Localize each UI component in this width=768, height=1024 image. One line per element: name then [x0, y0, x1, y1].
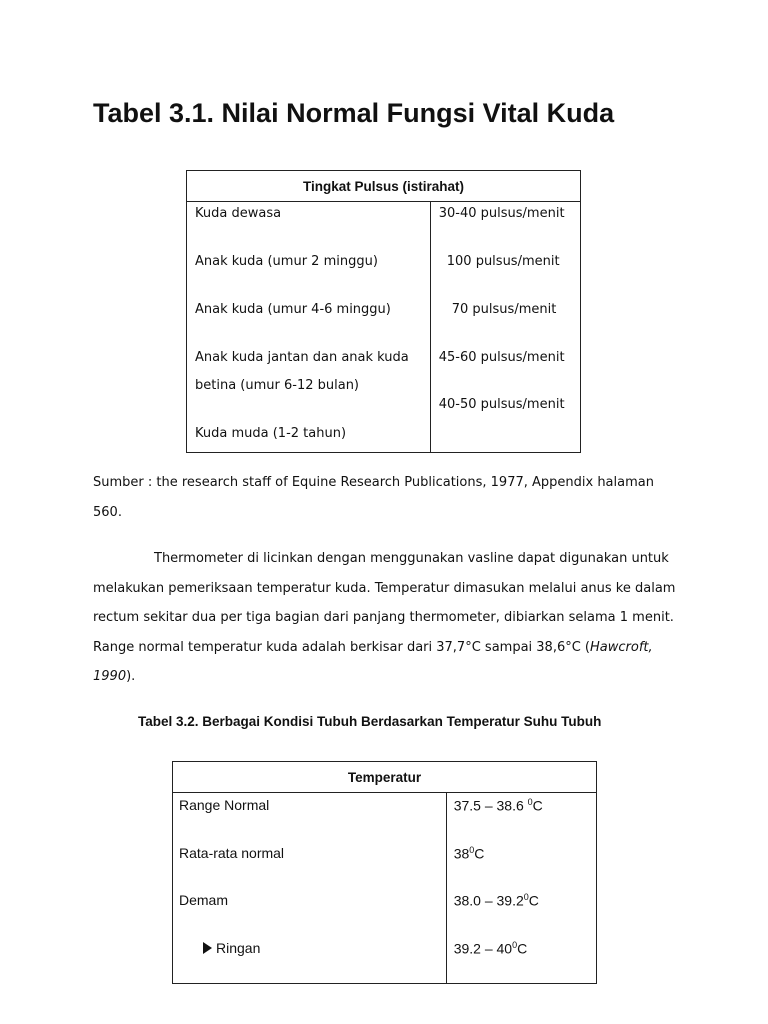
value-text: 38 — [453, 845, 470, 862]
paragraph-line: melakukan pemeriksaan temperatur kuda. Temperatur dimasukan melalui anus ke dalam — [93, 580, 676, 596]
paragraph-line — [93, 662, 676, 692]
table-row-value: 100 pulsus/menit — [446, 254, 560, 269]
pulse-table-header: Tingkat Pulsus (istirahat) — [187, 171, 581, 202]
table-row-label: Demam — [179, 892, 229, 908]
page-title: Tabel 3.1. Nilai Normal Fungsi Vital Kuda — [93, 98, 615, 128]
arrowhead-bullet-icon — [203, 942, 212, 954]
citation-year: 1990 — [93, 669, 127, 684]
paragraph-text: ). — [126, 669, 136, 684]
value-text: 37.5 – 38.6 — [453, 797, 528, 814]
citation-author: Hawcroft, — [590, 639, 653, 655]
unit-text: C — [528, 892, 539, 909]
table-row-label: Kuda dewasa — [195, 206, 282, 221]
table-row-label: Kuda muda (1-2 tahun) — [195, 426, 347, 441]
table-row-label-with-bullet — [203, 940, 260, 956]
table-row-label: Anak kuda jantan dan anak kuda — [195, 350, 409, 365]
value-text: 39.2 – 40 — [453, 940, 513, 957]
value-text: 38.0 – 39.2 — [453, 892, 524, 909]
temperature-table-label-column — [173, 793, 447, 984]
paragraph-text: Range normal temperatur kuda adalah berkisar dari 37,7°C sampai 38,6°C ( — [93, 639, 591, 655]
source-line: 560. — [93, 504, 122, 520]
temperature-table-value-column — [446, 793, 596, 984]
unit-text: C — [517, 940, 528, 957]
source-line: Sumber : the research staff of Equine Research Publications, 1977, Appendix halaman — [93, 475, 654, 490]
temperature-table-header: Temperatur — [173, 762, 597, 793]
table-row-label: Ringan — [216, 940, 261, 956]
source-citation — [93, 468, 676, 527]
degree-sup: 0 — [512, 940, 518, 950]
table-row-label: Rata-rata normal — [179, 845, 285, 861]
table-row-label: Anak kuda (umur 4-6 minggu) — [195, 302, 391, 317]
pulse-table-label-column — [187, 202, 431, 453]
table-row-value — [454, 797, 543, 814]
temperature-table — [172, 761, 597, 984]
unit-text: C — [474, 845, 485, 862]
table-row-value: 70 pulsus/menit — [451, 302, 557, 317]
pulse-table — [186, 170, 581, 453]
degree-sup: 0 — [527, 797, 533, 807]
table-row-value: 45-60 pulsus/menit — [438, 350, 565, 365]
table2-caption: Tabel 3.2. Berbagai Kondisi Tubuh Berdasarkan Temperatur Suhu Tubuh — [138, 714, 602, 729]
unit-text: C — [532, 797, 543, 814]
table-row-value — [454, 892, 539, 909]
table-row-label-continued: betina (umur 6-12 bulan) — [195, 378, 360, 393]
degree-sup: 0 — [523, 892, 529, 902]
table-row-value: 30-40 pulsus/menit — [438, 206, 565, 221]
paragraph-line: Thermometer di licinkan dengan menggunakan vasline dapat digunakan untuk — [154, 551, 669, 566]
table-row-value — [454, 845, 485, 862]
paragraph-line — [93, 633, 676, 663]
degree-sup: 0 — [469, 845, 475, 855]
body-paragraph — [93, 544, 676, 692]
table-row-value — [454, 940, 528, 957]
paragraph-line: rectum sekitar dua per tiga bagian dari panjang thermometer, dibiarkan selama 1 menit. — [93, 610, 674, 625]
pulse-table-value-column — [430, 202, 580, 453]
table-row-label: Anak kuda (umur 2 minggu) — [195, 254, 378, 269]
table-row-label: Range Normal — [179, 797, 270, 813]
table-row-value: 40-50 pulsus/menit — [438, 397, 565, 412]
